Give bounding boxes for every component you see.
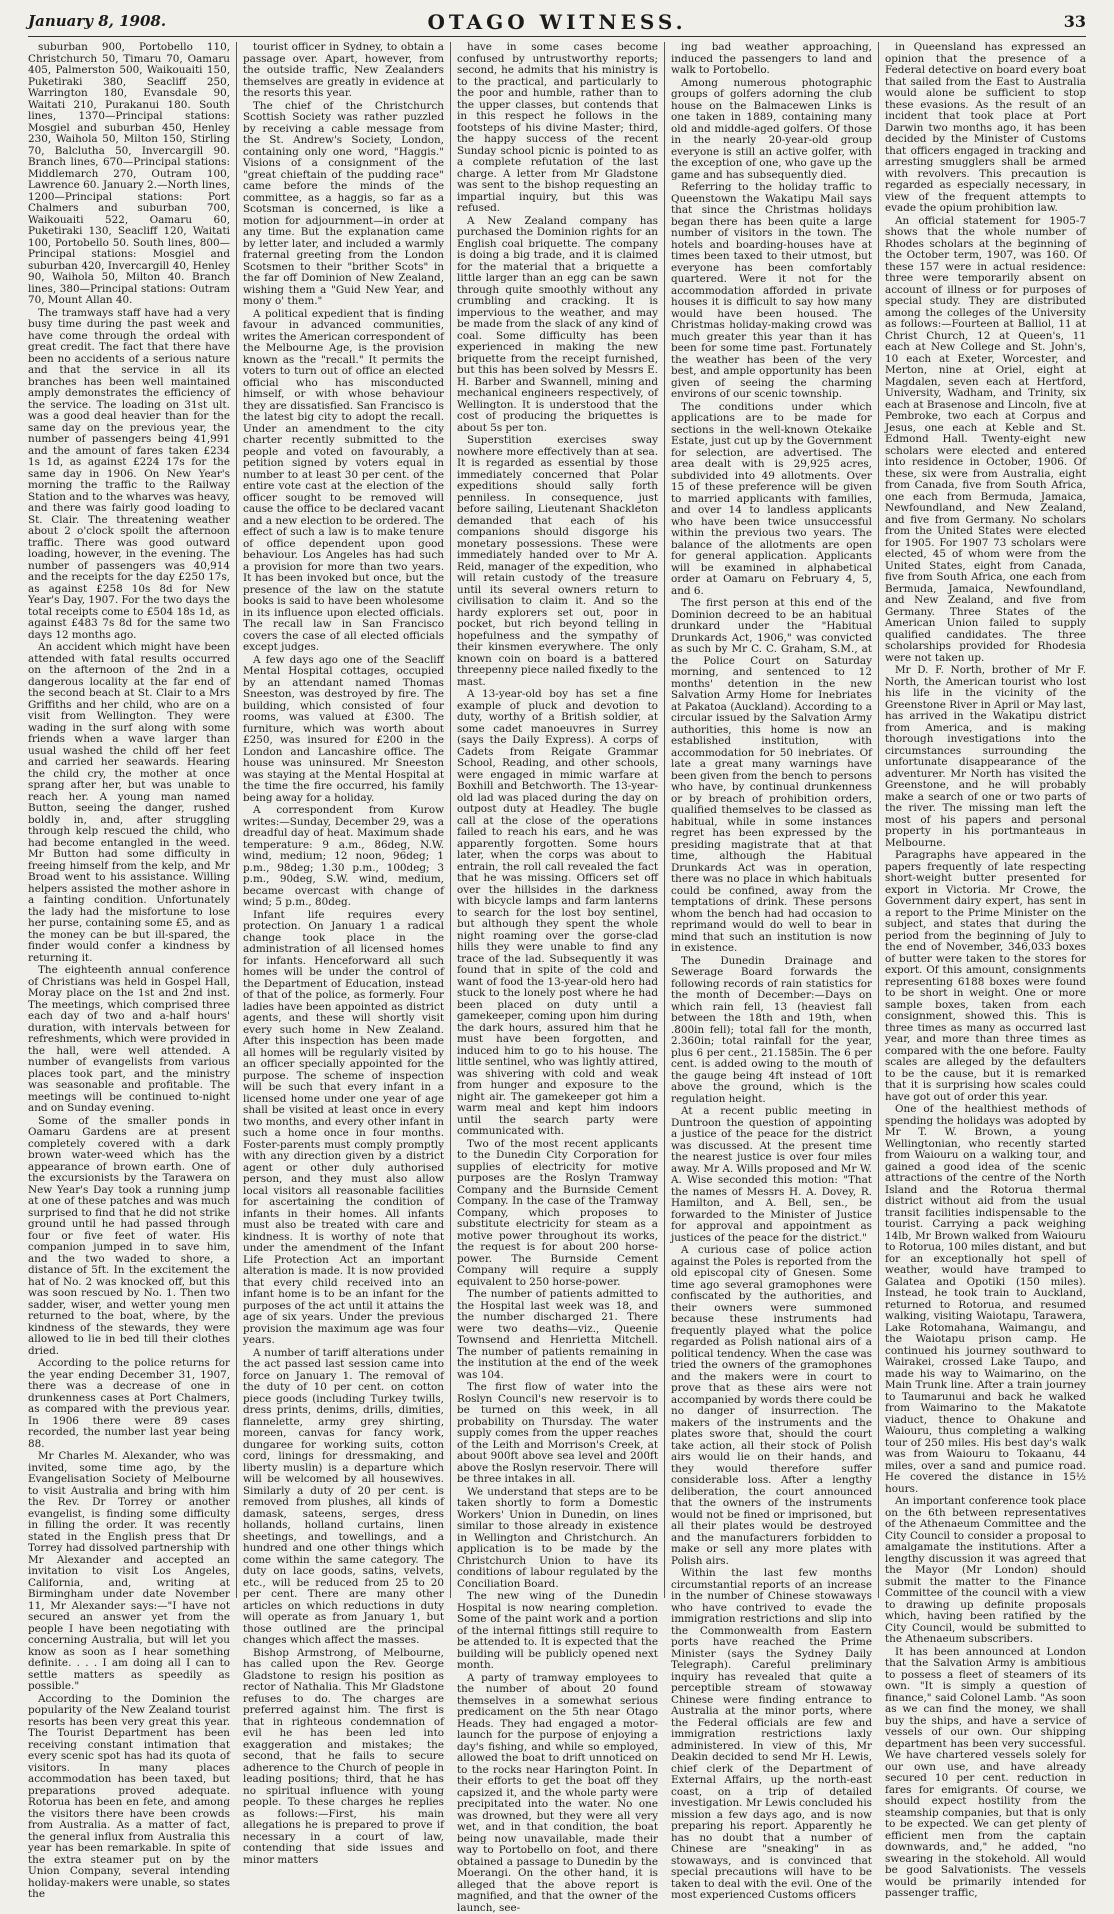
newspaper-title: OTAGO WITNESS.	[28, 10, 1086, 34]
paragraph: The first person at this end of the Dominion decreed to be an habitual drunkard under the "Habitual Drunkards Act, 1906," was convicted as such by Mr C. C. Graham, S.M., at the Police Court on Saturday morning, and sentenced to 12 months' detention in the new Salvation Army Home for Inebriates at Pakatoa (Auckland). According to a circular issued by the Salvation Army authorities, this home is now an established institution, with accommodation for 50 inebriates. Of late a great many warnings have been given from the bench to persons who have, by continual drunkenness or by breach of prohibition orders, qualified themselves to be classed as habitual, while in some instances regret has been expressed by the presiding magistrate that at that time, although the Habitual Drunkards Act was in operation, there was no place in which habituals could be confined, away from the temptations of drink. These persons whom the bench had had occasion to reprimand would do well to bear in mind that such an institution is now in existence.	[671, 598, 872, 955]
article-columns	[22, 42, 1092, 1598]
column-2	[236, 42, 450, 1598]
paragraph: Referring to the holiday traffic to Queenstown the Wakatipu Mail says that since the Christmas holidays began there has been quite a large number of visitors in the town. The hotels and boarding-houses have at times been taxed to their utmost, but everyone has been comfortably quartered. Were it not for the accommodation afforded in private houses it is difficult to say how many would have been housed. The Christmas holiday-making crowd was much greater this year than it has been for some time past. Fortunately the weather has been of the very best, and ample opportunity has been given of seeing the charming environs of our scenic township.	[671, 182, 872, 401]
paragraph: A New Zealand company has purchased the Dominion rights for an English coal briquette. The company is doing a big trade, and it is claimed for the material that a briquette a little larger than an egg can be sawn through quite smoothly without any crumbling and cracking. It is impervious to the weather, and may be made from the slack of any kind of coal. Some difficulty has been experienced in making the new briquette from the receipt furnished, but this has been solved by Messrs E. H. Barber and Swannell, mining and mechanical engineers respectively, of Wellington. It is understood that the cost of producing the briquettes is about 5s per ton.	[457, 216, 658, 435]
paragraph: The eighteenth annual conference of Christians was held in Gospel Hall, Moray place on the 1st and 2nd inst. The meetings, which comprised three each day of two and a-half hours' duration, with intervals between for refreshments, which were provided in the hall, were well attended. A number of evangelists from various places took part, and the ministry was seasonable and profitable. The meetings will be continued to-night and on Sunday evening.	[28, 965, 230, 1115]
paragraph: ing bad weather approaching, induced the passengers to land and walk to Portobello.	[671, 42, 872, 77]
paragraph: We understand that steps are to be taken shortly to form a Domestic Workers' Union in Dunedin, on lines similar to those already in existence in Wellington and Christchurch. An application is to be made by the Christchurch Union to have its conditions of labour regulated by the Conciliation Board.	[457, 1487, 658, 1591]
paragraph: The new wing of the Dunedin Hospital is now nearing completion. Some of the paint work and a portion of the internal fittings still require to be attended to. It is expected that the building will be publicly opened next month.	[457, 1591, 658, 1672]
paragraph: Some of the smaller ponds in Oamaru Gardens are at present completely covered with a dark brown water-weed which has the appearance of brown earth. One of the excursionists by the Tarawera on New Year's Day took a running jump at one of these patches and was much surprised to find that he did not strike ground until he had passed through four or five feet of water. His companion jumped in to save him, and the two waded to shore, a distance of 5ft. In the excitement the hat of No. 2 was knocked off, but this was soon rescued by No. 1. Then two sadder, wiser, and wetter young men returned to the boat, where, by the kindness of the stewards, they were allowed to lie in bed till their clothes dried.	[28, 1116, 230, 1358]
paragraph: Bishop Armstrong, of Melbourne, has called upon the Rev. George Gladstone to resign his position as rector of Nathalia. This Mr Gladstone refuses to do. The charges are preferred against him. The first is that in righteous condemnation of evil he has been led into exaggeration and mistakes; the second, that he fails to secure adherence to the Church of people in leading positions; third, that he has no spiritual influence with young people. To these charges he replies as follows:—First, his main allegations he is prepared to prove if necessary in a court of law, contending that side issues and minor matters	[243, 1648, 444, 1867]
column-1	[22, 42, 236, 1598]
column-4	[664, 42, 878, 1598]
paragraph: One of the healthiest methods of spending the holidays was adopted by Mr T. W. Brown, a young Wellingtonian, who recently started from Waiouru on a walking tour, and gained a good idea of the scenic attractions of the centre of the North Island and the Rotorua thermal district without aid from the usual transit facilities indispensable to the tourist. Carrying a pack weighing 14lb, Mr Brown walked from Waiouru to Rotorua, 100 miles distant, and but for an exceptionally hot spell of weather, would have tramped to Galatea and Opotiki (150 miles). Instead, he took train to Auckland, returned to Rotorua, and resumed walking, visiting Waiotapu, Tarawera, Lake Rotomahana, Waimangu, and the Waiotapu prison camp. He continued his journey southward to Wairakei, crossed Lake Taupo, and made his way to Waimarino, on the Main Trunk line. After a train journey to Taumarunui and back he walked from Waimarino to the Makatote viaduct, thence to Ohakune and Waiouru, thus completing a walking tour of 250 miles. His best day's walk was from Waiouru to Tokaanu, 44 miles, over a sand and pumice road. He covered the distance in 15½ hours.	[885, 1104, 1086, 1495]
paragraph: According to the police returns for the year ending December 31, 1907, there was a decrease of one in drunkenness cases at Port Chalmers, as compared with the previous year. In 1906 there were 89 cases recorded, the number last year being 88.	[28, 1358, 230, 1450]
paragraph: Infant life requires every protection. On January 1 a radical change took place in the administration of all licensed homes for infants. Henceforward all such homes will be under the control of the Department of Education, instead of that of the police, as formerly. Four ladies have been appointed as district agents, and these will shortly visit every such home in New Zealand. After this inspection has been made all homes will be regularly visited by an officer specially appointed for the purpose. The scheme of inspection will be such that every infant in a licensed home under one year of age shall be visited at least once in every two months, and every other infant in such a home once in four months. Foster-parents must comply promptly with any direction given by a district agent or other duly authorised person, and they must also allow local visitors all reasonable facilities for ascertaining the condition of infants in their homes. All infants must also be treated with care and kindness. It is worthy of note that under the amendment of the Infant Life Protection Act an important alteration is made. It is now provided that every child received into an infant home is to be an infant for the purposes of the act until it attains the age of six years. Under the previous provision the maximum age was four years.	[243, 910, 444, 1347]
paragraph: The number of patients admitted to the Hospital last week was 18, and the number discharged 21. There were two deaths—viz., Queenie Townsend and Henrietta Mitchell. The number of patients remaining in the institution at the end of the week was 104.	[457, 1289, 658, 1381]
column-3	[450, 42, 664, 1598]
paragraph: The Dunedin Drainage and Sewerage Board forwards the following records of rain statistics for the month of December:—Days on which rain fell, 13 (heaviest fall between the 18th and 19th, when .800in fell); total fall for the month, 2.360in; total rainfall for the year, plus 6 per cent., 21.1585in. The 6 per cent. is added owing to the mouth of the gauge being 4ft instead of 10ft above the ground, which is the regulation height.	[671, 956, 872, 1106]
paragraph: Mr Charles M. Alexander, who was invited, some time ago, by the Evangelisation Society of Melbourne to visit Australia and bring with him the Rev. Dr Torrey or another evangelist, is finding some difficulty in filling the order. It was recently stated in the English press that Dr Torrey had dissolved partnership with Mr Alexander and accepted an invitation to visit Los Angeles, California, and, writing at Birmingham under date November 11, Mr Alexander says:—"I have not secured an answer yet from the people I have been negotiating with concerning Australia, but will let you know as soon as I hear something definite. . . . I am doing all I can to settle matters as speedily as possible."	[28, 1451, 230, 1693]
paragraph: tourist officer in Sydney, to obtain a passage over. Apart, however, from the outside traffic, New Zealanders themselves are greatly in evidence at the resorts this year.	[243, 42, 444, 100]
paragraph: It has been announced at London that the Salvation Army is ambitious to possess a fleet of steamers of its own. "It is simply a question of finance," said Colonel Lamb. "As soon as we can find the money, we shall buy the ships, and have a service of vessels of our own. Our shipping department has been very successful. We have chartered vessels solely for our own use, and have already secured 10 per cent. reduction in fares for emigrants. Of course, we should expect hostility from the steamship companies, but that is only to be expected. We can get plenty of efficient men from the captain downwards, and," he added, "no swearing in the stokehold. All would be good Salvationists. The vessels would be primarily intended for passenger traffic,	[885, 1647, 1086, 1900]
paragraph: A curious case of police action against the Poles is reported from the old episcopal city of Gnesen. Some time ago several gramophones were confiscated by the authorities, and their owners were summoned because these instruments had frequently played what the police regarded as Polish national airs of a political tendency. When the case was tried the owners of the gramophones and the makers were in court to prove that as these airs were not accompanied by words there could be no danger of insurrection. The makers of the instruments and the plates swore that, should the court take action, all their stock of Polish airs would lie on their hands, and they would therefore suffer considerable loss. After a lengthy deliberation, the court announced that the owners of the instruments would not be fined or imprisoned, but all their plates would be destroyed and the manufacturers forbidden to make or sell any more plates with Polish airs.	[671, 1245, 872, 1567]
paragraph: in Queensland has expressed an opinion that the presence of a Federal detective on board every boat that sailed from the East to Australia would alone be sufficient to stop these evasions. As the result of an incident that took place at Port Darwin two months ago, it has been decided by the Minister of Customs that officers engaged in tracking and arresting smugglers shall be armed with revolvers. This precaution is regarded as especially necessary, in view of the frequent attempts to evade the opium prohibition law.	[885, 42, 1086, 215]
paragraph: Mr D. F. North, brother of Mr F. North, the American tourist who lost his life in the vicinity of the Greenstone River in April or May last, has arrived in the Wakatipu district from America, and is making thorough investigations into the circumstances surrounding the unfortunate disappearance of the adventurer. Mr North has visited the Greenstone, and he will probably make a search of one or two parts of the river. The missing man left the most of his papers and personal property in his portmanteaus in Melbourne.	[885, 665, 1086, 849]
column-5	[878, 42, 1092, 1598]
paragraph: According to the Dominion the popularity of the New Zealand tourist resorts has been very great this year. The Tourist Department has been receiving constant intimation that every scenic spot has had its quota of visitors. In many places accommodation has been taxed, but preparations proved adequate. Rotorua has been en fete, and among the visitors there have been crowds from Australia. As a matter of fact, the general influx from Australia this year has been remarkable. In spite of the extra steamer put on by the Union Company, several intending holiday-makers were unable, so states the	[28, 1694, 230, 1901]
paragraph: have in some cases become confused by untrustworthy reports; second, he admits that his ministry is to the practical, and particularly to the poor and humble, rather than to the upper classes, but contends that in this respect he follows in the footsteps of his divine Master; third, the happy success of the recent Sunday school picnic is pointed to as a complete refutation of the last charge. A letter from Mr Gladstone was sent to the bishop requesting an impartial inquiry, but this was refused.	[457, 42, 658, 215]
paragraph: A few days ago one of the Seacliff Mental Hospital cottages, occupied by an attendant named Thomas Sneeston, was destroyed by fire. The building, which consisted of four rooms, was valued at £300. The furniture, which was worth about £250, was insured for £200 in the London and Lancashire office. The house was uninsured. Mr Sneeston was staying at the Mental Hospital at the time the fire occurred, his family being away for a holiday.	[243, 655, 444, 805]
paragraph: A party of tramway employees to the number of about 20 found themselves in a somewhat serious predicament on the 5th near Otago Heads. They had engaged a motor-launch for the purpose of enjoying a day's fishing, and while so employed, allowed the boat to drift unnoticed on to the rocks near Harington Point. In their efforts to get the boat off they capsized it, and the whole party were precipitated into the water. No one was drowned, but they were all very wet, and in that condition, the boat being now unavailable, made their way to Portobello on foot, and there obtained a passage to Dunedin by the Moerangi. On the other hand, it is alleged that the above report is magnified, and that the owner of the launch, see-	[457, 1673, 658, 1914]
paragraph: The tramways staff have had a very busy time during the past week and have come through the ordeal with great credit. The fact that there have been no accidents of a serious nature and that the service in all its branches has been well maintained amply demonstrates the efficiency of the service. The loading on 31st ult. was a good deal heavier than for the same day on the previous year, the number of passengers being 41,991 and the amount of fares taken £234 1s 1d, as against £224 17s for the same day in 1906. On New Year's morning the traffic to the Railway Station and to the wharves was heavy, and there was fairly good loading to St. Clair. The threatening weather about 2 o'clock spoilt the afternoon traffic. There was good outward loading, however, in the evening. The number of passengers was 40,914 and the receipts for the day £250 17s, as against £258 10s 8d for New Year's Day, 1907. For the two days the total receipts come to £504 18s 1d, as against £483 7s 8d for the same two days 12 months ago.	[28, 308, 230, 642]
paragraph: Within the last few months circumstantial reports of an increase in the number of Chinese stowaways who have contrived to evade the immigration restrictions and slip into the Commonwealth from Eastern ports have reached the Prime Minister (says the Sydney Daily Telegraph). Careful preliminary inquiry has revealed that quite a perceptible stream of stowaway Chinese were finding entrance to Australia at the minor ports, where the Federal officials are few and immigration restrictions laxly administered. In view of this, Mr Deakin decided to send Mr H. Lewis, chief clerk of the Department of External Affairs, up the north-east coast, on a trip of detailed investigation. Mr Lewis concluded his mission a few days ago, and is now preparing his report. Apparently he has no doubt that a number of Chinese are "sneaking" in as stowaways, and is convinced that special precautions will have to be taken to deal with the evil. One of the most experienced Customs officers	[671, 1568, 872, 1902]
paragraph: The first flow of water into the Roslyn Council's new reservoir is to be turned on this week, in all probability on Thursday. The water supply comes from the upper reaches of the Leith and Morrison's Creek, at about 900ft above sea level and 200ft above the Roslyn reservoir. There will be three intakes in all.	[457, 1382, 658, 1486]
paragraph: A correspondent from Kurow writes:—Sunday, December 29, was a dreadful day of heat. Maximum shade temperature: 9 a.m., 86deg, N.W. wind, medium; 12 noon, 96deg; 1 p.m., 98deg; 1.30 p.m., 100deg; 3 p.m., 90deg, S.W. wind, medium, became overcast with change of wind; 5 p.m., 80deg.	[243, 805, 444, 909]
paragraph: The chief of the Christchurch Scottish Society was rather puzzled by receiving a cable message from the St. Andrew's Society, London, containing only one word, "Haggis." Visions of a consignment of the "great chieftain of the pudding race" came before the minds of the committee, as a haggis, so far as a Scotsman is concerned, is like a motion for adjournment—in order at any time. But the explanation came by letter later, and included a warmly fraternal greeting from the London Scotsmen to their "brither Scots" in the far off Dominion of New Zealand, wishing them a "Guid New Year, and mony o' them."	[243, 101, 444, 308]
paragraph: An important conference took place on the 6th between representatives of the Athenaeum Committee and the City Council to consider a proposal to amalgamate the institutions. After a lengthy discussion it was agreed that the Mayor (Mr London) should submit the matter to the Finance Committee of the council with a view to drawing up definite proposals which, having been ratified by the City Council, would be submitted to the Athenaeum subscribers.	[885, 1496, 1086, 1646]
paragraph: At a recent public meeting in Duntroon the question of appointing a justice of the peace for the district was discussed. At the present time the nearest justice is over four miles away. Mr A. Wills proposed and Mr W. A. Wise seconded this motion: "That the names of Messrs H. A. Dovey, R. Hamilton, and A. Bell, sen., be forwarded to the Minister of Justice for approval and appointment as justices of the peace for the district."	[671, 1106, 872, 1244]
page-number: 33	[1064, 12, 1086, 31]
paragraph: Two of the most recent applicants to the Dunedin City Corporation for supplies of electricity for motive purposes are the Roslyn Tramway Company and the Burnside Cement Company. In the case of the Tramway Company, which proposes to substitute electricity for steam as a motive power throughout its works, the request is for about 200 horse-power. The Burnside Cement Company will require a supply equivalent to 250 horse-power.	[457, 1139, 658, 1289]
paragraph: A number of tariff alterations under the act passed last session came into force on January 1. The removal of the duty of 10 per cent. on cotton piece goods (including Turkey twills, dress prints, denims, drills, dimities, flannelette, army grey shirting, moreen, canvas for fancy work, dungaree for working suits, cotton cord, linings for dressmaking, and liberty muslin) is a departure which will be welcomed by all housewives. Similarly a duty of 20 per cent. is removed from plushes, all kinds of damask, sateens, serges, dress hollands, holland curtains, linen sheetings, and towellings, and a hundred and one other things which come within the same category. The duty on lace goods, satins, velvets, etc., will be reduced from 25 to 20 per cent. There are many other articles on which reductions in duty will operate as from January 1, but those outlined are the principal changes which affect the masses.	[243, 1348, 444, 1647]
issue-date: January 8, 1908.	[28, 12, 166, 30]
paragraph: A 13-year-old boy has set a fine example of pluck and devotion to duty, worthy of a British soldier, at some cadet manoeuvres in Surrey (says the Daily Express). A corps of Cadets from Reigate Grammar School, Reading, and other schools, were engaged in mimic warfare at Boxhill and Betchworth. The 13-year-old lad was placed during the day on outpost duty at Headley. The bugle call at the close of the operations failed to reach his ears, and he was apparently forgotten. Some hours later, when the corps was about to entrain, the roll call revealed the fact that he was missing. Officers set off over the hillsides in the darkness with bicycle lamps and farm lanterns to search for the lost boy sentinel, but although they spent the whole night roaming over the gorse-clad hills they were unable to find any trace of the lad. Subsequently it was found that in spite of the cold and want of food the 13-year-old hero had stuck to the lonely post where he had been placed on duty until a gamekeeper, coming upon him during the dark hours, assured him that he must have been forgotten, and induced him to go to his house. The little sentinel, who was lightly attired, was shivering with cold and weak from hunger and exposure to the night air. The gamekeeper got him a warm meal and kept him indoors until the search party were communicated with.	[457, 689, 658, 1138]
paragraph: The conditions under which applications are to be made for sections in the well-known Otekaike Estate, just cut up by the Government for selection, are advertised. The area dealt with is 29,925 acres, subdivided into 49 allotments. Over 15 of these preference will be given to married applicants with families, and over 14 to landless applicants who have been twice unsuccessful within the previous two years. The balance of the allotments are open for general application. Applicants will be examined in alphabetical order at Oamaru on February 4, 5, and 6.	[671, 402, 872, 598]
paragraph: Among numerous photographic groups of golfers adorning the club house on the Balmacewen Links is one taken in 1889, containing many old and middle-aged golfers. Of those in the nearly 20-year-old group everyone is still an active golfer, with the exception of one, who gave up the game and has subsequently died.	[671, 78, 872, 182]
paragraph: suburban 900, Portobello 110, Christchurch 50, Timaru 70, Oamaru 405, Palmerston 500, Waikouaiti 150, Puketiraki 380, Seacliff 250, Warrington 180, Evansdale 90, Waitati 210, Purakanui 180. South lines, 1370—Principal stations: Mosgiel and suburban 450, Henley 230, Waihola 50, Milton 150, Stirling 70, Balclutha 50, Invercargill 90. Branch lines, 670—Principal stations: Middlemarch 270, Outram 100, Lawrence 60. January 2.—North lines, 1200—Principal stations: Port Chalmers and suburban 700, Waikouaiti 522, Oamaru 60, Puketiraki 130, Seacliff 120, Waitati 100, Portobello 50. South lines, 800—Principal stations: Mosgiel and suburban 420, Invercargill 40, Henley 90, Waihola 50, Milton 40. Branch lines, 380—Principal stations: Outram 70, Mount Allan 40.	[28, 42, 230, 307]
paragraph: An accident which might have been attended with fatal results occurred on the afternoon of the 2nd in a dangerous locality at the far end of the second beach at St. Clair to a Mrs Griffiths and her child, who are on a visit from Wellington. They were wading in the surf along with some friends when a wave larger than usual washed the child off her feet and carried her seawards. Hearing the child cry, the mother at once sprang after her, but was unable to reach her. A young man named Button, seeing the danger, rushed boldly in, and, after struggling through kelp rescued the child, who had become entangled in the weed. Mr Button had some difficulty in freeing himself from the kelp, and Mr Broad went to his assistance. Willing helpers assisted the mother ashore in a fainting condition. Unfortunately the lady had the misfortune to lose her purse, containing some £5, and as the money can be but ill-spared, the finder would confer a kindness by returning it.	[28, 642, 230, 964]
masthead	[28, 10, 1086, 37]
paragraph: A political expedient that is finding favour in advanced communities, writes the American correspondent of the Melbourne Age, is the provision known as the "recall." It permits the voters to turn out of office an elected official who has misconducted himself, or with whose behaviour they are dissatisfied. San Francisco is the latest big city to adopt the recall. Under an amendment to the city charter recently submitted to the people and voted on favourably, a petition signed by voters equal in number to at least 30 per cent. of the entire vote cast at the election of the officer sought to be removed will cause the office to be declared vacant and a new election to be ordered. The effect of such a law is to make tenure of office dependent upon good behaviour. Los Angeles has had such a provision for more than two years. It has been invoked but once, but the presence of the law on the statute books is said to have been wholesome in its influence upon elected officials. The recall law in San Francisco covers the case of all elected officials except judges.	[243, 309, 444, 654]
paragraph: Superstition exercises sway nowhere more effectively than at sea. It is regarded as essential by those immediately concerned that Polar expeditions should sally forth penniless. In consequence, just before sailing, Lieutenant Shackleton demanded that each of his companions should disgorge his monetary possessions. These were immediately handed over to Mr A. Reid, manager of the expedition, who will retain custody of the treasure until its several owners return to civilisation to claim it. And so the hardy explorers set out, poor in pocket, but rich beyond telling in hopefulness and the sympathy of their kinsmen everywhere. The only known coin on board is a battered threepenny piece nailed fixedly to the mast.	[457, 435, 658, 688]
paragraph: An official statement for 1905-7 shows that the whole number of Rhodes scholars at the beginning of the October term, 1907, was 160. Of these 157 were in actual residence: three were temporarily absent on account of illness or for purposes of special study. They are distributed among the colleges of the University as follows:—Fourteen at Balliol, 11 at Christ Church, 12 at Queen's, 11 each at New College and St. John's, 10 each at Exeter, Worcester, and Merton, nine at Oriel, eight at Magdalen, seven each at Hertford, University, Wadham, and Trinity, six each at Brasenose and Lincoln, five at Pembroke, two each at Corpus and Jesus, one each at Keble and St. Edmond Hall. Twenty-eight new scholars were elected and entered into residence in October, 1906. Of these, six were from Australia, eight from Canada, five from South Africa, one each from Bermuda, Jamaica, Newfoundland, and New Zealand, and five from Germany. No scholars from the United States were elected for 1905. For 1907 73 scholars were elected, 45 of whom were from the United States, eight from Canada, five from South Africa, one each from Bermuda, Jamaica, Newfoundland, and New Zealand, and five from Germany. Three States of the American Union failed to supply qualified candidates. The three scholarships provided for Rhodesia were not taken up.	[885, 216, 1086, 665]
paragraph: Paragraphs have appeared in the papers frequently of late respecting short-weight butter presented for export in Victoria. Mr Crowe, the Government dairy expert, has sent in a report to the Prime Minister on the subject, and states that during the period from the beginning of July to the end of November, 346,033 boxes of butter were taken to the stores for export. Of this amount, consignments representing 6188 boxes were found to be short in weight. One or more sample boxes, taken from each consignment, showed this. This is three times as many as occurred last year, and more than three times as compared with the one before. Faulty scales are alleged by the defaulters to be the cause, but it is remarked that it is surprising how scales could have got out of order this year.	[885, 850, 1086, 1103]
